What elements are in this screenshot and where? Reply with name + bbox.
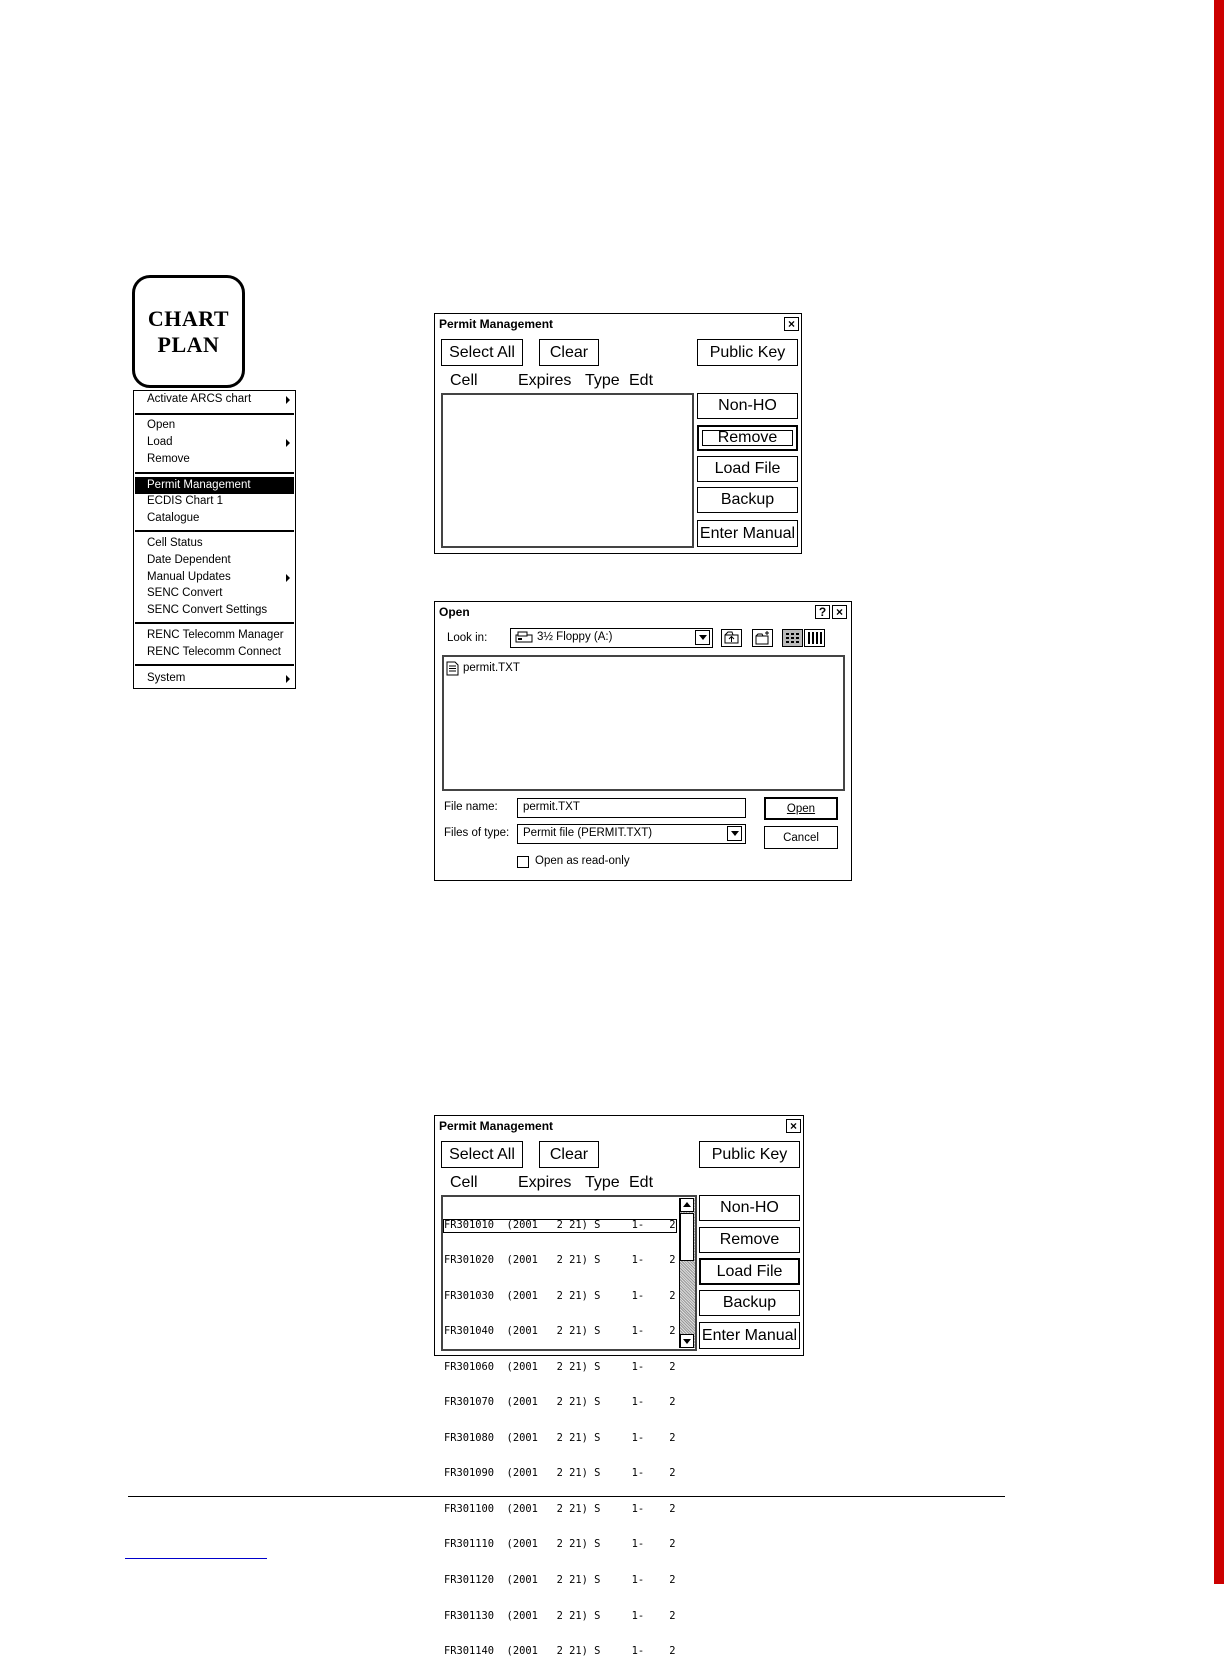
permit-list[interactable] [441, 393, 694, 548]
table-row[interactable]: FR301060 (2001 2 21) S 1- 2 [444, 1361, 676, 1373]
backup-button[interactable]: Backup [697, 487, 798, 513]
details-view-icon[interactable] [804, 629, 825, 647]
menu-item-catalogue[interactable]: Catalogue [147, 512, 200, 524]
file-name: permit.TXT [463, 662, 520, 674]
table-row[interactable]: FR301070 (2001 2 21) S 1- 2 [444, 1397, 676, 1409]
menu-separator [135, 472, 294, 474]
column-header-edt: Edt [629, 372, 654, 389]
close-icon[interactable]: × [784, 317, 799, 331]
menu-item-renc-telecomm-connect[interactable]: RENC Telecomm Connect [147, 646, 282, 658]
enter-manual-button[interactable]: Enter Manual [699, 1322, 800, 1349]
menu-item-permit-management[interactable]: Permit Management [135, 477, 294, 494]
table-row[interactable]: FR301130 (2001 2 21) S 1- 2 [444, 1610, 676, 1622]
remove-button[interactable]: Remove [699, 1227, 800, 1253]
floppy-drive-icon [515, 631, 533, 645]
table-row[interactable]: FR301090 (2001 2 21) S 1- 2 [444, 1468, 676, 1480]
footer-rule [128, 1496, 1005, 1497]
page-edge-bar [1214, 0, 1224, 1584]
close-icon[interactable]: × [832, 605, 847, 619]
scroll-down-icon[interactable] [680, 1334, 694, 1348]
up-one-level-icon[interactable] [721, 629, 742, 647]
table-row[interactable]: FR301020 (2001 2 21) S 1- 2 [444, 1255, 676, 1267]
submenu-arrow-icon [286, 439, 290, 447]
table-row[interactable]: FR301080 (2001 2 21) S 1- 2 [444, 1432, 676, 1444]
menu-item-ecdis-chart-1[interactable]: ECDIS Chart 1 [147, 495, 224, 507]
non-ho-button[interactable]: Non-HO [699, 1195, 800, 1221]
select-all-button[interactable]: Select All [441, 339, 523, 366]
public-key-button[interactable]: Public Key [697, 339, 798, 366]
chart-plan-menu [133, 390, 296, 689]
menu-item-open[interactable]: Open [147, 419, 176, 431]
close-icon[interactable]: × [786, 1119, 801, 1133]
table-row[interactable]: FR301120 (2001 2 21) S 1- 2 [444, 1575, 676, 1586]
menu-separator [135, 622, 294, 624]
scroll-thumb[interactable] [680, 1213, 694, 1261]
dialog-title: Permit Management [439, 317, 554, 331]
file-item[interactable] [446, 660, 520, 676]
look-in-value: 3½ Floppy (A:) [537, 631, 613, 643]
table-row[interactable]: FR301040 (2001 2 21) S 1- 2 [444, 1326, 676, 1338]
text-file-icon [446, 661, 459, 676]
select-all-button[interactable]: Select All [441, 1141, 523, 1168]
chart-plan-key-line2: PLAN [157, 331, 220, 357]
table-row[interactable]: FR301140 (2001 2 21) S 1- 2 [444, 1646, 676, 1658]
files-of-type-label: Files of type: [444, 827, 510, 839]
files-of-type-select[interactable] [517, 824, 746, 844]
scroll-up-icon[interactable] [680, 1198, 694, 1212]
backup-button[interactable]: Backup [699, 1290, 800, 1316]
permit-management-dialog [434, 313, 802, 554]
look-in-select[interactable] [510, 628, 713, 648]
menu-separator [135, 413, 294, 415]
footer-link-rule [125, 1558, 267, 1559]
column-header-edt: Edt [629, 1174, 654, 1191]
open-file-dialog [434, 601, 852, 881]
file-name-input[interactable]: permit.TXT [517, 798, 746, 818]
table-row[interactable]: FR301110 (2001 2 21) S 1- 2 [444, 1539, 676, 1551]
file-name-label: File name: [444, 801, 498, 813]
column-header-expires: Expires [518, 372, 572, 389]
menu-separator [135, 530, 294, 532]
new-folder-icon[interactable] [752, 629, 773, 647]
files-of-type-value: Permit file (PERMIT.TXT) [523, 827, 653, 839]
menu-item-manual-updates[interactable]: Manual Updates [134, 569, 295, 586]
chart-plan-key-line1: CHART [147, 305, 230, 331]
submenu-arrow-icon [286, 675, 290, 683]
vertical-scrollbar[interactable] [679, 1198, 695, 1348]
chart-plan-key[interactable] [132, 275, 245, 388]
menu-item-load[interactable]: Load [134, 434, 295, 451]
chevron-down-icon[interactable] [695, 630, 710, 645]
submenu-arrow-icon [286, 396, 290, 404]
menu-item-system[interactable]: System [134, 670, 295, 687]
menu-item-senc-convert[interactable]: SENC Convert [147, 587, 223, 599]
permit-rows [444, 1196, 676, 1670]
look-in-label: Look in: [447, 632, 488, 644]
menu-item-senc-convert-settings[interactable]: SENC Convert Settings [147, 604, 268, 616]
menu-item-activate-arcs-chart[interactable]: Activate ARCS chart [134, 391, 295, 408]
column-header-type: Type [585, 1174, 620, 1191]
chevron-down-icon[interactable] [727, 826, 742, 841]
cancel-button[interactable]: Cancel [764, 826, 838, 849]
remove-button[interactable]: Remove [697, 425, 798, 451]
read-only-checkbox[interactable] [517, 856, 529, 868]
clear-button[interactable]: Clear [539, 1141, 599, 1168]
table-row[interactable]: FR301100 (2001 2 21) S 1- 2 [444, 1503, 676, 1515]
column-header-type: Type [585, 372, 620, 389]
table-row[interactable]: FR301010 (2001 2 21) S 1- 2 [444, 1219, 676, 1231]
file-list[interactable] [442, 655, 845, 791]
public-key-button[interactable]: Public Key [699, 1141, 800, 1168]
dialog-title: Permit Management [439, 1119, 554, 1133]
menu-item-date-dependent[interactable]: Date Dependent [147, 554, 231, 566]
menu-item-renc-telecomm-manager[interactable]: RENC Telecomm Manager [147, 629, 284, 641]
open-button[interactable]: Open [764, 797, 838, 820]
menu-item-remove[interactable]: Remove [147, 453, 190, 465]
column-header-expires: Expires [518, 1174, 572, 1191]
load-file-button[interactable]: Load File [699, 1258, 800, 1285]
menu-separator [135, 664, 294, 666]
enter-manual-button[interactable]: Enter Manual [697, 520, 798, 547]
menu-item-cell-status[interactable]: Cell Status [147, 537, 203, 549]
load-file-button[interactable]: Load File [697, 456, 798, 482]
help-icon[interactable]: ? [815, 605, 830, 619]
list-view-icon[interactable] [782, 629, 803, 647]
non-ho-button[interactable]: Non-HO [697, 393, 798, 419]
dialog-title: Open [439, 605, 470, 619]
submenu-arrow-icon [286, 574, 290, 582]
column-header-cell: Cell [450, 372, 478, 389]
clear-button[interactable]: Clear [539, 339, 599, 366]
table-row[interactable]: FR301030 (2001 2 21) S 1- 2 [444, 1290, 676, 1302]
column-header-cell: Cell [450, 1174, 478, 1191]
read-only-label: Open as read-only [535, 855, 630, 867]
